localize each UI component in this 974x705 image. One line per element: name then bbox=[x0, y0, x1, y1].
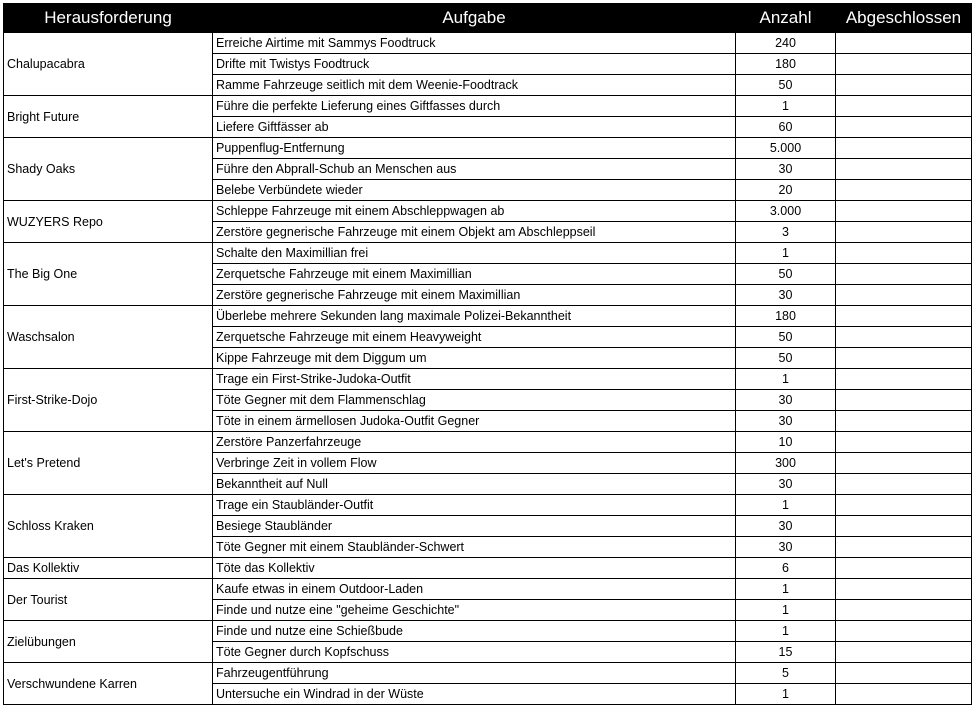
count-cell: 30 bbox=[736, 390, 836, 411]
table-row bbox=[4, 558, 972, 579]
count-cell: 180 bbox=[736, 54, 836, 75]
header-done: Abgeschlossen bbox=[836, 4, 972, 33]
done-cell[interactable] bbox=[836, 453, 972, 474]
header-count: Anzahl bbox=[736, 4, 836, 33]
task-cell: Überlebe mehrere Sekunden lang maximale Polizei-Bekanntheit bbox=[213, 306, 736, 327]
done-cell[interactable] bbox=[836, 285, 972, 306]
done-cell[interactable] bbox=[836, 621, 972, 642]
count-cell: 50 bbox=[736, 327, 836, 348]
done-cell[interactable] bbox=[836, 432, 972, 453]
count-cell: 30 bbox=[736, 411, 836, 432]
count-cell: 30 bbox=[736, 285, 836, 306]
count-cell: 1 bbox=[736, 495, 836, 516]
task-cell: Trage ein Staubländer-Outfit bbox=[213, 495, 736, 516]
task-cell: Zerstöre gegnerische Fahrzeuge mit einem Maximillian bbox=[213, 285, 736, 306]
task-cell: Ramme Fahrzeuge seitlich mit dem Weenie-Foodtrack bbox=[213, 75, 736, 96]
count-cell: 30 bbox=[736, 159, 836, 180]
task-cell: Töte das Kollektiv bbox=[213, 558, 736, 579]
count-cell: 50 bbox=[736, 348, 836, 369]
count-cell: 5.000 bbox=[736, 138, 836, 159]
task-cell: Kippe Fahrzeuge mit dem Diggum um bbox=[213, 348, 736, 369]
table-row bbox=[4, 201, 972, 222]
task-cell: Besiege Staubländer bbox=[213, 516, 736, 537]
done-cell[interactable] bbox=[836, 369, 972, 390]
task-cell: Töte Gegner mit einem Staubländer-Schwert bbox=[213, 537, 736, 558]
challenge-sheet bbox=[3, 3, 972, 705]
done-cell[interactable] bbox=[836, 327, 972, 348]
task-cell: Liefere Giftfässer ab bbox=[213, 117, 736, 138]
count-cell: 1 bbox=[736, 243, 836, 264]
challenge-name: Waschsalon bbox=[4, 306, 213, 369]
done-cell[interactable] bbox=[836, 579, 972, 600]
table-row bbox=[4, 621, 972, 642]
done-cell[interactable] bbox=[836, 348, 972, 369]
count-cell: 10 bbox=[736, 432, 836, 453]
done-cell[interactable] bbox=[836, 222, 972, 243]
table-body bbox=[4, 33, 972, 705]
table-row bbox=[4, 33, 972, 54]
task-cell: Zerstöre Panzerfahrzeuge bbox=[213, 432, 736, 453]
task-cell: Belebe Verbündete wieder bbox=[213, 180, 736, 201]
challenge-name: Der Tourist bbox=[4, 579, 213, 621]
done-cell[interactable] bbox=[836, 537, 972, 558]
challenge-name: Let's Pretend bbox=[4, 432, 213, 495]
done-cell[interactable] bbox=[836, 243, 972, 264]
table-row bbox=[4, 663, 972, 684]
table-row bbox=[4, 369, 972, 390]
count-cell: 1 bbox=[736, 621, 836, 642]
challenge-name: WUZYERS Repo bbox=[4, 201, 213, 243]
done-cell[interactable] bbox=[836, 411, 972, 432]
done-cell[interactable] bbox=[836, 54, 972, 75]
count-cell: 300 bbox=[736, 453, 836, 474]
count-cell: 1 bbox=[736, 369, 836, 390]
count-cell: 60 bbox=[736, 117, 836, 138]
header-row bbox=[4, 4, 972, 33]
count-cell: 30 bbox=[736, 474, 836, 495]
table-row bbox=[4, 138, 972, 159]
challenge-name: Das Kollektiv bbox=[4, 558, 213, 579]
task-cell: Fahrzeugentführung bbox=[213, 663, 736, 684]
header-task: Aufgabe bbox=[213, 4, 736, 33]
count-cell: 50 bbox=[736, 264, 836, 285]
task-cell: Drifte mit Twistys Foodtruck bbox=[213, 54, 736, 75]
done-cell[interactable] bbox=[836, 75, 972, 96]
table-row bbox=[4, 432, 972, 453]
done-cell[interactable] bbox=[836, 306, 972, 327]
challenge-name: Chalupacabra bbox=[4, 33, 213, 96]
task-cell: Töte Gegner mit dem Flammenschlag bbox=[213, 390, 736, 411]
task-cell: Kaufe etwas in einem Outdoor-Laden bbox=[213, 579, 736, 600]
count-cell: 3 bbox=[736, 222, 836, 243]
done-cell[interactable] bbox=[836, 684, 972, 705]
task-cell: Verbringe Zeit in vollem Flow bbox=[213, 453, 736, 474]
task-cell: Zerstöre gegnerische Fahrzeuge mit einem Objekt am Abschleppseil bbox=[213, 222, 736, 243]
done-cell[interactable] bbox=[836, 516, 972, 537]
task-cell: Töte in einem ärmellosen Judoka-Outfit Gegner bbox=[213, 411, 736, 432]
done-cell[interactable] bbox=[836, 201, 972, 222]
challenge-name: Shady Oaks bbox=[4, 138, 213, 201]
count-cell: 50 bbox=[736, 75, 836, 96]
task-cell: Bekanntheit auf Null bbox=[213, 474, 736, 495]
count-cell: 3.000 bbox=[736, 201, 836, 222]
done-cell[interactable] bbox=[836, 264, 972, 285]
done-cell[interactable] bbox=[836, 600, 972, 621]
challenge-name: Schloss Kraken bbox=[4, 495, 213, 558]
count-cell: 15 bbox=[736, 642, 836, 663]
challenge-name: Zielübungen bbox=[4, 621, 213, 663]
count-cell: 1 bbox=[736, 96, 836, 117]
challenge-name: The Big One bbox=[4, 243, 213, 306]
done-cell[interactable] bbox=[836, 159, 972, 180]
task-cell: Schalte den Maximillian frei bbox=[213, 243, 736, 264]
done-cell[interactable] bbox=[836, 138, 972, 159]
done-cell[interactable] bbox=[836, 33, 972, 54]
table-row bbox=[4, 243, 972, 264]
challenge-table bbox=[3, 3, 972, 705]
count-cell: 180 bbox=[736, 306, 836, 327]
task-cell: Zerquetsche Fahrzeuge mit einem Heavyweight bbox=[213, 327, 736, 348]
task-cell: Zerquetsche Fahrzeuge mit einem Maximillian bbox=[213, 264, 736, 285]
done-cell[interactable] bbox=[836, 96, 972, 117]
task-cell: Führe die perfekte Lieferung eines Giftfasses durch bbox=[213, 96, 736, 117]
table-row bbox=[4, 579, 972, 600]
done-cell[interactable] bbox=[836, 558, 972, 579]
done-cell[interactable] bbox=[836, 642, 972, 663]
challenge-name: Bright Future bbox=[4, 96, 213, 138]
task-cell: Puppenflug-Entfernung bbox=[213, 138, 736, 159]
task-cell: Finde und nutze eine "geheime Geschichte" bbox=[213, 600, 736, 621]
done-cell[interactable] bbox=[836, 495, 972, 516]
task-cell: Führe den Abprall-Schub an Menschen aus bbox=[213, 159, 736, 180]
challenge-name: First-Strike-Dojo bbox=[4, 369, 213, 432]
task-cell: Erreiche Airtime mit Sammys Foodtruck bbox=[213, 33, 736, 54]
count-cell: 30 bbox=[736, 537, 836, 558]
count-cell: 1 bbox=[736, 600, 836, 621]
count-cell: 1 bbox=[736, 579, 836, 600]
task-cell: Töte Gegner durch Kopfschuss bbox=[213, 642, 736, 663]
task-cell: Finde und nutze eine Schießbude bbox=[213, 621, 736, 642]
done-cell[interactable] bbox=[836, 474, 972, 495]
count-cell: 30 bbox=[736, 516, 836, 537]
task-cell: Trage ein First-Strike-Judoka-Outfit bbox=[213, 369, 736, 390]
task-cell: Untersuche ein Windrad in der Wüste bbox=[213, 684, 736, 705]
header-challenge: Herausforderung bbox=[4, 4, 213, 33]
count-cell: 1 bbox=[736, 684, 836, 705]
table-row bbox=[4, 495, 972, 516]
challenge-name: Verschwundene Karren bbox=[4, 663, 213, 705]
done-cell[interactable] bbox=[836, 390, 972, 411]
table-row bbox=[4, 96, 972, 117]
done-cell[interactable] bbox=[836, 117, 972, 138]
done-cell[interactable] bbox=[836, 180, 972, 201]
done-cell[interactable] bbox=[836, 663, 972, 684]
count-cell: 6 bbox=[736, 558, 836, 579]
task-cell: Schleppe Fahrzeuge mit einem Abschleppwagen ab bbox=[213, 201, 736, 222]
count-cell: 5 bbox=[736, 663, 836, 684]
count-cell: 20 bbox=[736, 180, 836, 201]
table-row bbox=[4, 306, 972, 327]
count-cell: 240 bbox=[736, 33, 836, 54]
